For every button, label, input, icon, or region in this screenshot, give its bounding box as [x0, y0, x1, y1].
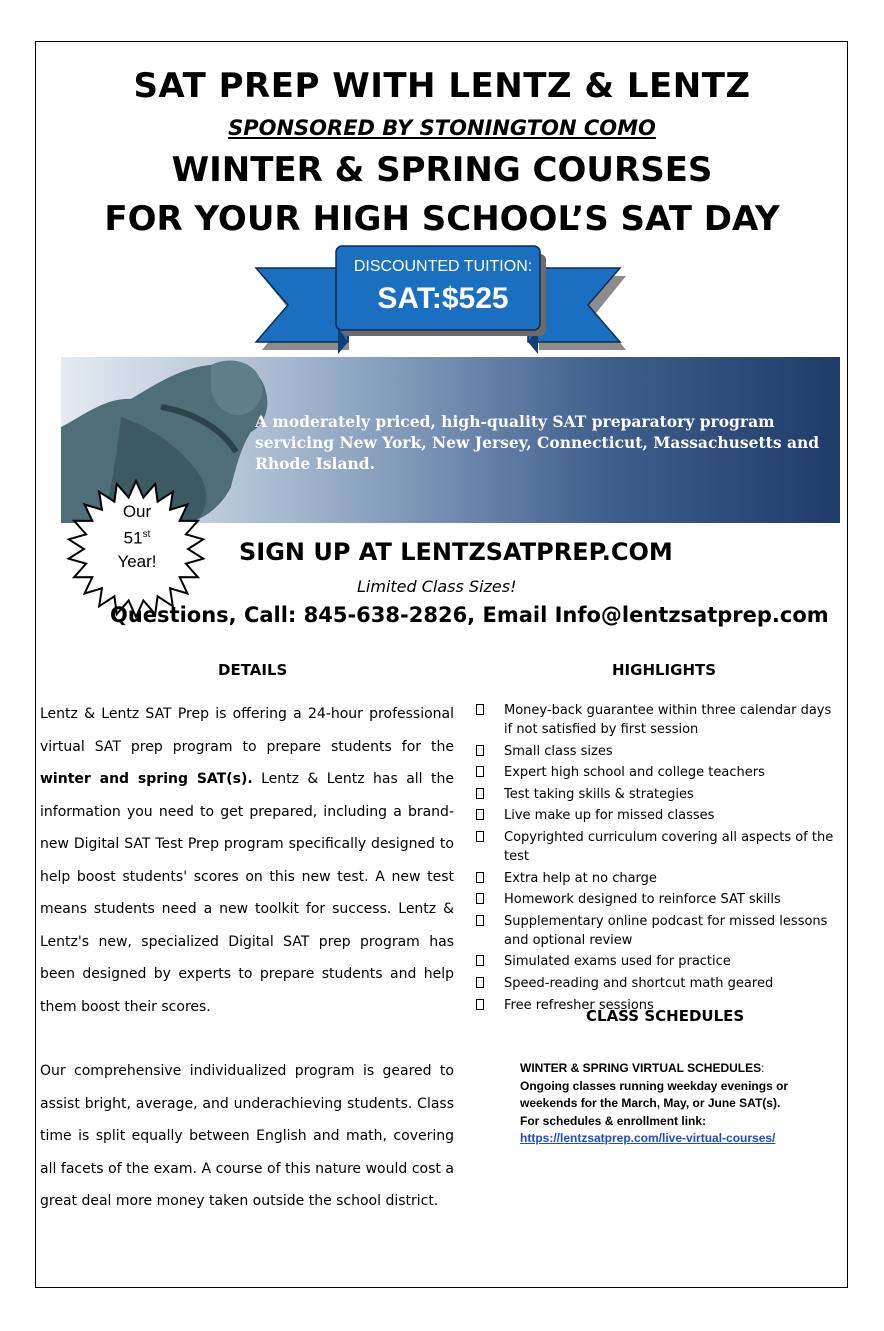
highlight-item: [476, 890, 838, 909]
schedules-title-colon: :: [761, 1061, 765, 1075]
highlight-text: Live make up for missed classes: [504, 808, 715, 824]
highlight-item: [476, 806, 838, 825]
checkbox-bullet-icon: [476, 999, 484, 1010]
page-title: SAT PREP WITH LENTZ & LENTZ: [133, 66, 751, 106]
details-paragraph-1: [40, 698, 454, 1023]
anniversary-suffix: st: [142, 529, 151, 540]
highlight-text: Copyrighted curriculum covering all aspects of the test: [504, 829, 834, 864]
checkbox-bullet-icon: [476, 915, 484, 926]
limited-class-note: Limited Class Sizes!: [357, 577, 517, 596]
highlight-text: Simulated exams used for practice: [504, 954, 731, 970]
highlight-text: Speed-reading and shortcut math geared: [504, 975, 774, 991]
schedules-block: [520, 1060, 840, 1148]
details-p1-start: Lentz & Lentz SAT Prep is offering a 24-hour professional virtual SAT prep program to prepare students for the: [40, 706, 454, 755]
highlight-item: [476, 952, 838, 971]
subtitle-line-1: WINTER & SPRING COURSES: [171, 150, 713, 190]
anniversary-text: [96, 500, 178, 573]
checkbox-bullet-icon: [476, 831, 484, 842]
highlight-text: Supplementary online podcast for missed lessons and optional review: [504, 913, 828, 948]
checkbox-bullet-icon: [476, 955, 484, 966]
highlights-list: [476, 701, 838, 1017]
highlight-text: Free refresher sessions: [504, 997, 654, 1013]
highlight-item: [476, 701, 838, 739]
checkbox-bullet-icon: [476, 977, 484, 988]
checkbox-bullet-icon: [476, 766, 484, 777]
checkbox-bullet-icon: [476, 872, 484, 883]
details-p1-end: Lentz & Lentz has all the information you need to get prepared, including a brand-new Digital SAT Test Prep program specifically designed to help boost students' scores on this new test. A new test means students need a new toolkit for success. Lentz & Lentz's new, specialized Digital SAT prep program has been designed by experts to prepare students and help them boost their scores.: [40, 771, 454, 1015]
checkbox-bullet-icon: [476, 745, 484, 756]
anniversary-number: 51: [123, 528, 143, 548]
signup-line: SIGN UP AT LENTZSATPREP.COM: [239, 538, 673, 566]
highlight-item: [476, 742, 838, 761]
highlight-item: [476, 974, 838, 993]
tuition-price: SAT:$525: [377, 282, 509, 315]
sponsor-line: SPONSORED BY STONINGTON COMO: [228, 116, 656, 140]
checkbox-bullet-icon: [476, 704, 484, 715]
highlight-text: Money-back guarantee within three calendar days if not satisfied by first session: [504, 703, 832, 737]
highlight-text: Test taking skills & strategies: [504, 786, 694, 802]
banner-text: A moderately priced, high-quality SAT preparatory program servicing New York, New Jersey, Connecticut, Massachusetts and Rhode Island.: [255, 412, 820, 473]
schedules-body: Ongoing classes running weekday evenings or weekends for the March, May, or June SAT(s).: [520, 1078, 789, 1110]
anniversary-line-1: Our: [122, 502, 152, 521]
highlight-text: Extra help at no charge: [504, 870, 657, 886]
checkbox-bullet-icon: [476, 893, 484, 904]
highlight-item: [476, 763, 838, 782]
class-schedules-heading: CLASS SCHEDULES: [586, 1007, 745, 1025]
tuition-label: DISCOUNTED TUITION:: [353, 258, 533, 275]
checkbox-bullet-icon: [476, 788, 484, 799]
highlights-heading: HIGHLIGHTS: [612, 661, 717, 679]
highlight-text: Expert high school and college teachers: [504, 765, 765, 781]
highlight-text: Homework designed to reinforce SAT skills: [504, 892, 781, 908]
schedules-link[interactable]: https://lentzsatprep.com/live-virtual-courses/: [520, 1131, 776, 1145]
highlight-item: [476, 869, 838, 888]
details-paragraph-2: [40, 1055, 454, 1218]
contact-line: Questions, Call: 845-638-2826, Email Info@lentzsatprep.com: [110, 603, 829, 627]
highlight-item: [476, 828, 838, 866]
details-p2-text: Our comprehensive individualized program is geared to assist bright, average, and underachieving students. Class time is split equally between English and math, covering all facets of the exam. A course of this nature would cost a great deal more money taken outside the school district.: [40, 1063, 454, 1209]
anniversary-line-2: [96, 523, 178, 550]
anniversary-line-3: Year!: [117, 551, 157, 571]
highlight-item: [476, 912, 838, 950]
checkbox-bullet-icon: [476, 809, 484, 820]
schedules-title: WINTER & SPRING VIRTUAL SCHEDULES: [520, 1061, 762, 1075]
details-p1-bold: winter and spring SAT(s).: [40, 771, 253, 787]
highlight-text: Small class sizes: [504, 743, 613, 759]
schedules-link-intro: For schedules & enrollment link:: [520, 1113, 707, 1128]
details-heading: DETAILS: [218, 661, 288, 679]
highlight-item: [476, 785, 838, 804]
subtitle-line-2: FOR YOUR HIGH SCHOOL’S SAT DAY: [104, 199, 780, 239]
